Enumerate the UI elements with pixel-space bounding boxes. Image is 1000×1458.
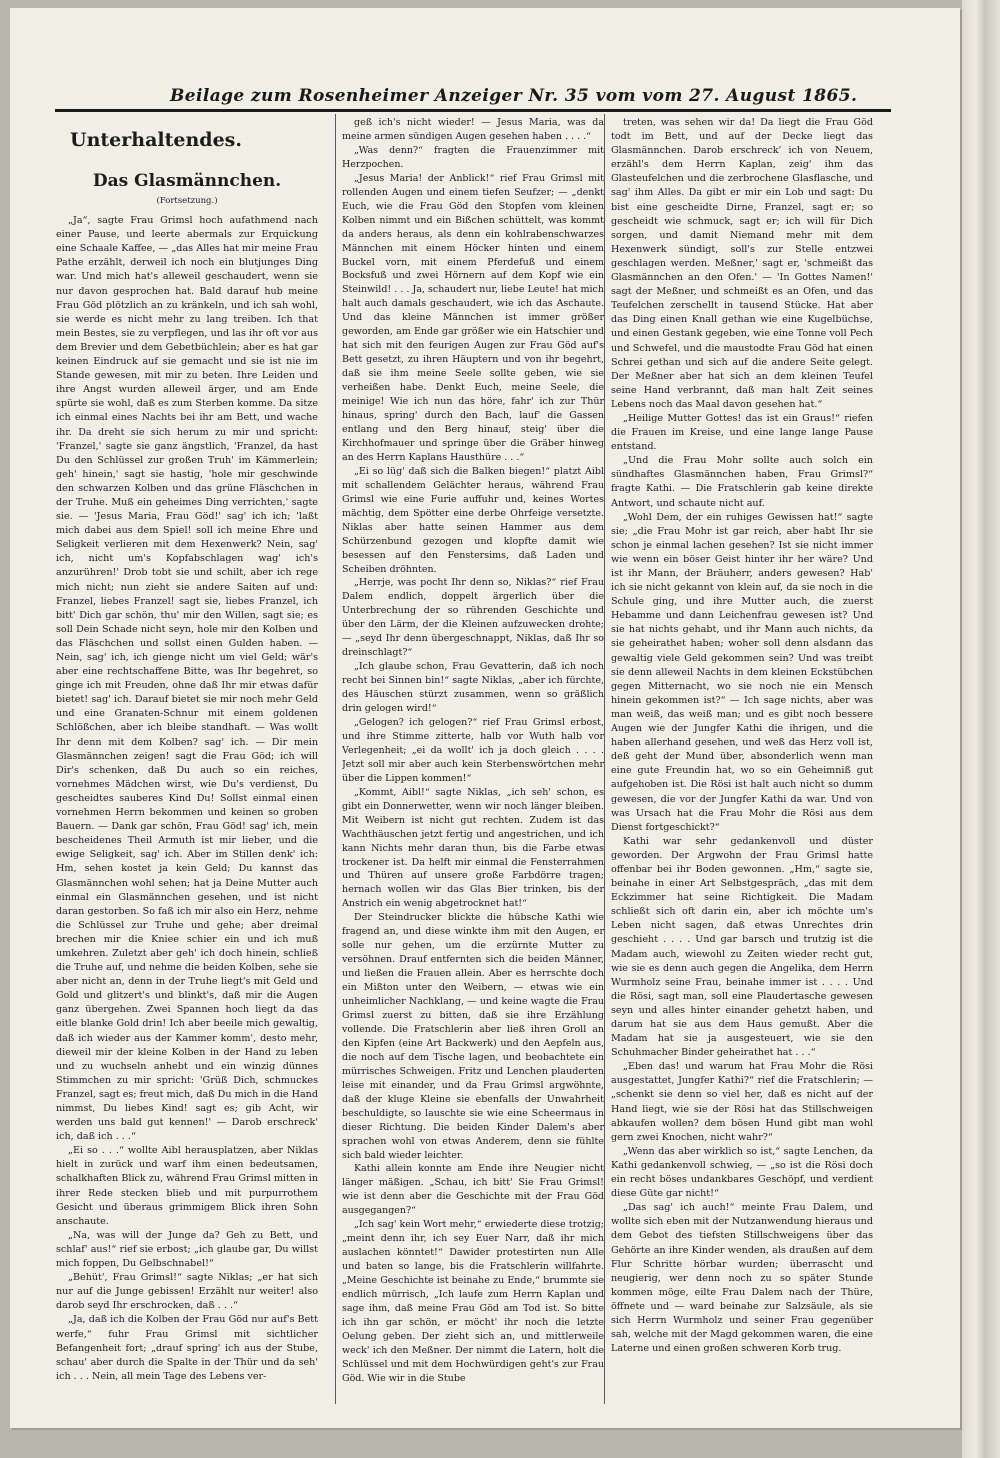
paragraph: „Ei so lüg' daß sich die Balken biegen!“ platzt Aibl mit schallendem Gelächter heraus, während Frau Grimsl wie eine Furie auffuhr und, keines Wortes mächtig, dem Spötter eine derbe Ohrfeige versetzte. Niklas aber hatte seinen Hammer aus dem Schürzenbund gezogen und klopfte damit wie besessen auf den Fenstersims, daß Laden und Scheiben dröhnten.	[342, 465, 604, 575]
paragraph: „Das sag' ich auch!“ meinte Frau Dalem, und wollte sich eben mit der Nutzanwendung hieraus und dem Gebot des tiefsten Stillschweigens über das Gehörte an ihre Kinder wenden, als draußen auf dem Flur Schritte hörbar wurden; überrascht und neugierig, wer denn noch zu so später Stunde kommen möge, eilte Frau Dalem nach der Thüre, öffnete und — ward beinahe zur Salzsäule, als sie sich Herrn Wurmholz und seiner Frau gegenüber sah, welche mit der Magd gekommen waren, die eine Laterne und einen großen schweren Korb trug.	[611, 1202, 873, 1355]
column-divider-1	[335, 114, 336, 1404]
paragraph: „Ei so . . .“ wollte Aibl herausplatzen, aber Niklas hielt in zurück und warf ihm einen bedeutsamen, schalkhaften Blick zu, während Frau Grimsl mitten in ihrer Rede stecken blieb und mit purpurrothem Gesicht und überaus grimmigem Blick ihren Sohn anschaute.	[56, 1145, 318, 1227]
story-title: Das Glasmännchen.	[92, 171, 282, 191]
paragraph: „Was denn?“ fragten die Frauenzimmer mit Herzpochen.	[342, 144, 604, 170]
paragraph: „Ja“, sagte Frau Grimsl hoch aufathmend nach einer Pause, und leerte abermals zur Erquickung eine Schaale Kaffee, — „das Alles hat mir meine Frau Pathe erzählt, derweil ich noch ein blutjunges Ding war. Und mich hat's alleweil geschaudert, wenn sie nur davon gesprochen hat. Bald darauf hub meine Frau Göd plötzlich an zu kränkeln, und ich sah wohl, sie werde es nicht mehr zu lang treiben. Ich that mein Bestes, sie zu verpflegen, und las ihr oft vor aus dem Brevier und dem Gebetbüchlein; aber es hat gar keinen Eindruck auf sie gemacht und sie ist nie im Stande gewesen, mit mir zu beten. Ihre Leiden und ihre Angst wurden alleweil ärger, und am Ende spürte sie wohl, daß es zum Sterben komme. Da sitze ich einmal eines Nachts bei ihr am Bett, und wache ihr. Da dreht sie sich herum zu mir und spricht: 'Franzel,' sagte sie ganz ängstlich, 'Franzel, da hast Du den Schlüssel zur großen Truh' im Kämmerlein; geh' hinein,' sagt sie hastig, 'hole mir geschwinde den schwarzen Kolben und das grüne Fläschchen in der Truhe. Muß ein geheimes Ding verrichten,' sagte sie. — 'Jesus Maria, Frau Göd!' sag' ich ich; 'laßt mich dabei aus dem Spiel! soll ich meine Ehre und Seligkeit verlieren mit dem Hexenwerk? Nein, sag' ich, nicht um's Kopfabschlagen wag' ich's anzurühren!' Drob tobt sie und schilt, aber ich rege mich nicht; nun zieht sie andere Saiten auf und: Franzel, liebes Franzel! sagt sie, liebes Franzel, ich bitt' Dich gar schön, thu' mir den Willen, sagt sie; es soll Dein Schade nicht seyn, hole mir den Kolben und das Fläschchen und sollst einen Gulden haben. — Nein, sag' ich, ich gienge nicht um viel Geld; wär's aber eine rechtschaffene Bitte, was Ihr begehret, so ginge ich mit Freuden, ohne daß Ihr mir etwas dafür bietet! sag' ich. Darauf bietet sie mir noch mehr Geld und eine Granaten-Schnur mit einem goldenen Schlößchen, aber ich bleibe standhaft. — Was wollt Ihr denn mit dem Kolben? sag' ich. — Dir mein Glasmännchen zeigen! sagt die Frau Göd; ich will Dir's schenken, daß Du auch so ein reiches, vornehmes Mädchen wirst, wie Du's verdienst, Du gescheidtes sauberes Kind Du! Sollst einmal einen vornehmen Herrn bekommen und keinen so groben Bauern. — Dank gar schön, Frau Göd! sag' ich, mein bescheidenes Theil Armuth ist mir lieber, und die ewige Seligkeit, sag' ich. Aber im Stillen denk' ich: Hm, sehen kostet ja kein Geld; Du kannst das Glasmännchen wohl sehen; hat ja Deine Mutter auch einmal ein Glasmännchen gesehen, und ist nicht daran gestorben. So faß ich mir also ein Herz, nehme die Schlüssel zur Truhe und gehe; aber dreimal brechen mir die Kniee schier ein und ich muß umkehren. Zuletzt aber geh' ich doch hinein, schließ die Truhe auf, und nehme die beiden Kolben, sehe sie aber nicht an, denn in der Truhe liegt's mit Geld und Gold und glitzert's und blinkt's, daß mir die Augen ganz übergehen. Zwei Spannen hoch liegt da das eitle blanke Gold drin! Ich aber beeile mich gewaltig, daß ich wieder aus der Kammer komm', desto mehr, dieweil mir der kleine Kolben in der Hand zu leben und zu wuchseln anhebt und ein winzig dünnes Stimmchen zu mir spricht: 'Grüß Dich, schmuckes Franzel, sagt es; freut mich, daß Du mich in die Hand nimmst, Du liebes Kind! sagt es; gib Acht, wir werden uns bald gut kennen!' — Darob erschreck' ich, daß ich . . .“	[56, 215, 318, 1143]
page-edge	[962, 0, 1000, 1458]
newspaper-page	[10, 8, 960, 1428]
paragraph: „Ich glaube schon, Frau Gevatterin, daß ich noch recht bei Sinnen bin!“ sagte Niklas, „aber ich fürchte, des Häuschen stürzt zusammen, wenn so gräßlich drin gelogen wird!“	[342, 661, 604, 715]
page-header: Beilage zum Rosenheimer Anzeiger Nr. 35 vom vom 27. August 1865.	[170, 86, 858, 106]
paragraph: Der Steindrucker blickte die hübsche Kathi wie fragend an, und diese winkte ihm mit den Augen, er solle nur gehen, um die erzürnte Mutter zu versöhnen. Drauf entfernten sich die beiden Männer, und ließen die Frauen allein. Aber es herrschte doch ein Mißton unter den Weibern, — etwas wie ein unheimlicher Nachklang, — und keine wagte die Frau Grimsl zuerst zu bitten, daß sie ihre Erzählung vollende. Die Fratschlerin aber ließ ihren Groll an den Kipfen (eine Art Backwerk) und den Aepfeln aus, die noch auf dem Tische lagen, und beobachtete ein mürrisches Schweigen. Fritz und Lenchen plauderten leise mit einander, und da Frau Grimsl argwöhnte, daß der kluge Kleine sie ebenfalls der Unwahrheit beschuldigte, so lauschte sie wie eine Scheermaus in dieser Richtung. Die beiden Kinder Dalem's aber sprachen wohl von etwas Anderem, denn sie fühlte sich bald wieder leichter.	[342, 912, 604, 1161]
paragraph: „Eben das! und warum hat Frau Mohr die Rösi ausgestattet, Jungfer Kathi?“ rief die Fratschlerin; — „schenkt sie denn so viel her, daß es nicht auf der Hand liegt, wie sie der Rösi hat das Stillschweigen abkaufen wollen? dem bösen Hund gibt man wohl gern zwei Knochen, nicht wahr?“	[611, 1061, 873, 1143]
paragraph: Kathi allein konnte am Ende ihre Neugier nicht länger mäßigen. „Schau, ich bitt' Sie Frau Grimsl! wie ist denn aber die Geschichte mit der Frau Göd ausgegangen?“	[342, 1163, 604, 1217]
column-1	[56, 116, 318, 1404]
paragraph: „Behüt', Frau Grimsl!“ sagte Niklas; „er hat sich nur auf die Junge gebissen! Erzählt nur weiter! also darob seyd Ihr erschrocken, daß . . .“	[56, 1272, 318, 1312]
paragraph: „Na, was will der Junge da? Geh zu Bett, und schlaf' aus!“ rief sie erbost; „ich glaube gar, Du willst mich foppen, Du Gelbschnabel!“	[56, 1229, 318, 1270]
paragraph: „Herrje, was pocht Ihr denn so, Niklas?“ rief Frau Dalem endlich, doppelt ärgerlich über die Unterbrechung der so rührenden Geschichte und über den Lärm, der die Kleinen aufzuwecken drohte; — „seyd Ihr denn übergeschnappt, Niklas, daß Ihr so dreinschlagt?“	[342, 577, 604, 659]
column-3	[611, 116, 873, 1404]
story-subtitle: (Fortsetzung.)	[156, 196, 218, 206]
column-divider-2	[604, 114, 605, 1404]
paragraph: „Gelogen? ich gelogen?“ rief Frau Grimsl erbost, und ihre Stimme zitterte, halb vor Wuth halb vor Verlegenheit; „ei da wollt' ich ja doch gleich . . . . Jetzt soll mir aber auch kein Sterbenswörtchen mehr über die Lippen kommen!“	[342, 716, 604, 784]
header-rule	[55, 109, 891, 112]
paragraph: „Wohl Dem, der ein ruhiges Gewissen hat!“ sagte sie; „die Frau Mohr ist gar reich, aber habt Ihr sie schon je einmal lachen gesehen? Ist sie nicht immer wie wenn ein böser Geist hinter ihr her wäre? Und ist ihr Mann, der Bräuherr, anders gewesen? Hab' ich sie nicht gekannt von klein auf, da sie noch in die Schule ging, und ihre Mutter auch, die zuerst Hebamme und dann Leichenfrau gewesen ist? Und sie hat nichts gehabt, und ihr Mann auch nichts, da sie geheirathet haben; woher soll denn alsdann das gewaltig viele Geld gekommen sein? Und was treibt sie denn alleweil Nachts in dem kleinen Eckstübchen gegen Mitternacht, wo sie noch nie ein Mensch hinein gekommen ist?“ — Ich sage nichts, aber was man weiß, das weiß man; und es gibt noch bessere Augen wie der Jungfer Kathi die ihrigen, und die haben allerhand gesehen, und weß das Herz voll ist, deß geht der Mund über, absonderlich wenn man eine gute Freundin hat, wo so ein Geheimniß gut aufgehoben ist. Die Rösi ist halt auch nicht so dumm gewesen, die vor der Jungfer Kathi da war. Und von was Ursach hat die Frau Mohr die Rösi aus dem Dienst fortgeschickt?“	[611, 511, 873, 833]
paragraph: Kathi war sehr gedankenvoll und düster geworden. Der Argwohn der Frau Grimsl hatte offenbar bei ihr Boden gewonnen. „Hm,“ sagte sie, beinahe in einer Art Selbstgespräch, „das mit dem Eckzimmer hat seine Richtigkeit. Die Madam schließt sich oft darin ein, aber ich möchte um's Leben nicht sagen, daß etwas Unrechtes drin geschieht . . . . Und gar barsch und trutzig ist die Madam auch, wiewohl zu Zeiten wieder recht gut, wie sie es denn auch gegen die Angelika, dem Herrn Wurmholz seine Frau, beinahe immer ist . . . . Und die Rösi, sagt man, soll eine Plaudertasche gewesen seyn und alles hinter einander gehetzt haben, und darum hat sie aus dem Haus gemußt. Aber die Madam hat sie ja ausgesteuert, wie sie den Schuhmacher Binder geheirathet hat . . .“	[611, 835, 873, 1059]
paragraph: „Wenn das aber wirklich so ist,“ sagte Lenchen, da Kathi gedankenvoll schwieg, — „so ist die Rösi doch ein recht böses undankbares Geschöpf, und verdient diese Güte gar nicht!“	[611, 1145, 873, 1200]
column-2	[342, 116, 604, 1404]
paragraph: „Ja, daß ich die Kolben der Frau Göd nur auf's Bett werfe,“ fuhr Frau Grimsl mit sichtlicher Befangenheit fort; „drauf spring' ich aus der Stube, schau' aber durch die Spalte in der Thür und da seh' ich . . . Nein, all mein Tage des Lebens ver-	[56, 1314, 318, 1382]
paragraph: „Kommt, Aibl!“ sagte Niklas, „ich seh' schon, es gibt ein Donnerwetter, wenn wir noch länger bleiben. Mit Weibern ist nicht gut rechten. Zudem ist das Wachthäuschen jetzt fertig und angestrichen, und ich kann Nichts mehr daran thun, bis die Farbe etwas trockener ist. Da helft mir einmal die Fensterrahmen und Thüren auf unsere große Farbdörre tragen; hernach wollen wir das Glas Bier trinken, bis der Anstrich ein wenig abgetrocknet hat!“	[342, 786, 604, 910]
paragraph: geß ich's nicht wieder! — Jesus Maria, was da meine armen sündigen Augen gesehen haben . . . .“	[342, 117, 604, 142]
paragraph: treten, was sehen wir da! Da liegt die Frau Göd todt im Bett, und auf der Decke liegt das Glasmännchen. Darob erschreck' ich von Neuem, erzähl's dem Herrn Kaplan, zeig' ihm das Glasteufelchen und die zerbrochene Glasflasche, und sag' ihm Alles. Da gibt er mir ein Lob und sagt: Du bist eine gescheidte Dirne, Franzel, sagt er; so gescheidt wie schmuck, sagt er; ich will für Dich sorgen, und damit Niemand mehr mit dem Hexenwerk sündigt, soll's zur Stelle entzwei geschlagen werden. Meßner,' sagt er, 'schmeißt das Glasmännchen an den Ofen.' — 'In Gottes Namen!' sagt der Meßner, und schmeißt es an Ofen, und das Teufelchen zerschellt in tausend Stücke. Hat aber das Ding einen Knall gethan wie eine Kugelbüchse, und einen Gestank gegeben, wie eine Tonne voll Pech und Schwefel, und die maustodte Frau Göd hat einen Schrei gethan und sich auf die andere Seite gelegt. Der Meßner aber hat sich an dem kleinen Teufel seine Hand verbrannt, daß man halt Zeit seines Lebens noch das Maal davon gesehen hat.“	[611, 117, 873, 410]
paragraph: „Jesus Maria! der Anblick!“ rief Frau Grimsl mit rollenden Augen und einem tiefen Seufzer; — „denkt Euch, wie die Frau Göd den Stopfen vom kleinen Kolben nimmt und ein Bißchen schüttelt, was kommt da anders heraus, als denn ein kohlrabenschwarzes Männchen mit einem Höcker hinten und einem Buckel vorn, mit einem Pferdefuß und einem Bocksfuß und zwei Hörnern auf dem Kopf wie ein Steinwild! . . . Ja, schaudert nur, liebe Leute! hat mich halt auch damals geschaudert, wie ich das Aschaute. Und das kleine Männchen ist immer größer geworden, am Ende gar größer wie ein Hatschier und hat sich mit den feurigen Augen zur Frau Göd auf's Bett gesetzt, zu ihren Häuptern und von ihr begehrt, daß sie ihm meine Seele sollte geben, wie sie verheißen habe. Denkt Euch, meine Seele, die meinige! Wie ich nun das höre, fahr' ich zur Thür hinaus, spring' durch den Bach, lauf' die Gassen entlang und den Berg hinauf, steig' über die Kirchhofmauer und springe über die Gräber hinweg an des Herrn Kaplans Hausthüre . . .“	[342, 172, 604, 463]
paragraph: „Ich sag' kein Wort mehr,“ erwiederte diese trotzig; „meint denn ihr, ich sey Euer Narr, daß ihr mich auslachen könntet!“ Dawider protestirten nun Alle und baten so lange, bis die Fratschlerin willfahrte. „Meine Geschichte ist beinahe zu Ende,“ brummte sie endlich mürrisch, „Ich laufe zum Herrn Kaplan und sage ihm, daß meine Frau Göd am Tod ist. So bitte ich ihn gar schön, er möcht' ihr noch die letzte Oelung geben. Der zieht sich an, und mittlerweile weck' ich den Meßner. Der nimmt die Latern, holt die Schlüssel und mit dem Hochwürdigen geht's zur Frau Göd. Wie wir in die Stube	[342, 1219, 604, 1384]
section-heading: Unterhaltendes.	[70, 129, 242, 151]
paragraph: „Und die Frau Mohr sollte auch solch ein sündhaftes Glasmännchen haben, Frau Grimsl?“ fragte Kathi. — Die Fratschlerin gab keine direkte Antwort, und schaute nicht auf.	[611, 455, 873, 509]
paragraph: „Heilige Mutter Gottes! das ist ein Graus!“ riefen die Frauen im Kreise, und eine lange lange Pause entstand.	[611, 412, 873, 453]
